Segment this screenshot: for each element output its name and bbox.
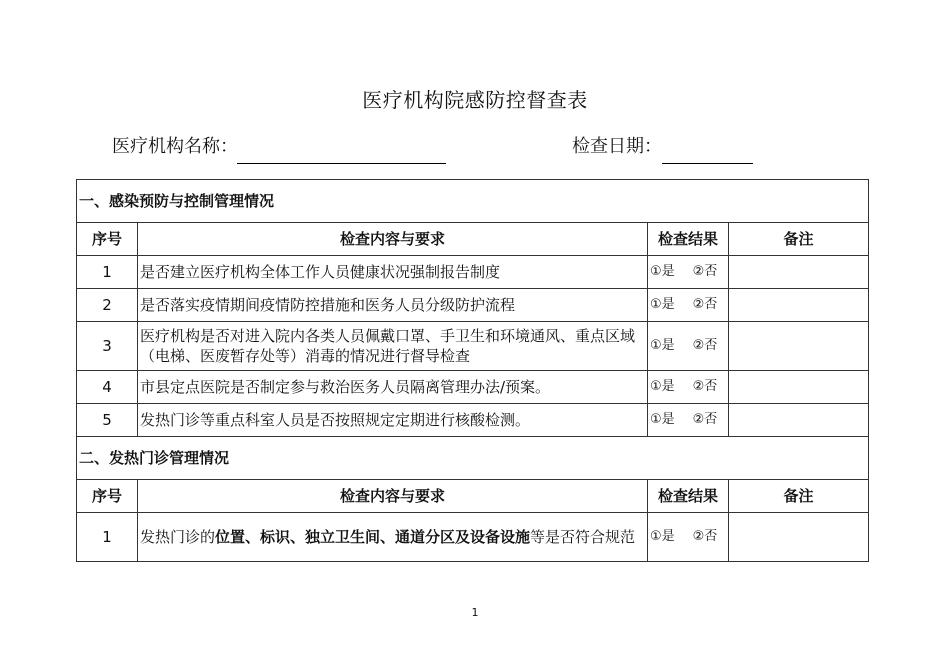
row-content-emphasis: 位置、标识、独立卫生间、通道分区及设备设施 [215, 528, 531, 546]
section-header [77, 180, 869, 223]
row-content-part: 等是否符合规范 [530, 528, 636, 546]
option-no[interactable]: ②否 [692, 379, 718, 394]
check-date-label: 检查日期： [572, 136, 662, 157]
table-row [77, 289, 869, 322]
option-yes[interactable]: ①是 [650, 412, 675, 427]
option-yes[interactable]: ①是 [650, 529, 675, 544]
row-number: 1 [77, 513, 138, 562]
option-no[interactable]: ②否 [692, 338, 718, 353]
column-header-row [77, 223, 869, 256]
option-yes[interactable]: ①是 [650, 379, 675, 394]
section-title: 二、发热门诊管理情况 [77, 437, 869, 480]
row-content: 医疗机构是否对进入院内各类人员佩戴口罩、手卫生和环境通风、重点区域（电梯、医废暂存处等）消毒的情况进行督导检查 [138, 322, 648, 371]
document-title: 医疗机构院感防控督查表 [362, 88, 588, 112]
table-row [77, 322, 869, 371]
option-yes[interactable]: ①是 [650, 297, 675, 312]
result-options[interactable] [648, 256, 729, 289]
col-header-result: 检查结果 [648, 223, 729, 256]
col-header-note: 备注 [729, 223, 869, 256]
row-number: 2 [77, 289, 138, 322]
option-yes[interactable]: ①是 [650, 264, 675, 279]
table-row [77, 371, 869, 404]
row-number: 3 [77, 322, 138, 371]
result-options[interactable] [648, 513, 729, 562]
table-row [77, 513, 869, 562]
col-header-content: 检查内容与要求 [138, 480, 648, 513]
note-cell[interactable] [729, 513, 869, 562]
row-content [138, 513, 648, 562]
org-name-label: 医疗机构名称： [112, 136, 238, 157]
row-content: 是否建立医疗机构全体工作人员健康状况强制报告制度 [138, 256, 648, 289]
page-number: 1 [471, 606, 479, 619]
option-no[interactable]: ②否 [692, 412, 718, 427]
table-row [77, 404, 869, 437]
result-options[interactable] [648, 371, 729, 404]
row-number: 5 [77, 404, 138, 437]
col-header-result: 检查结果 [648, 480, 729, 513]
note-cell[interactable] [729, 256, 869, 289]
section-header [77, 437, 869, 480]
row-number: 4 [77, 371, 138, 404]
note-cell[interactable] [729, 371, 869, 404]
inspection-table [76, 179, 869, 562]
note-cell[interactable] [729, 404, 869, 437]
col-header-no: 序号 [77, 223, 138, 256]
col-header-no: 序号 [77, 480, 138, 513]
row-content: 是否落实疫情期间疫情防控措施和医务人员分级防护流程 [138, 289, 648, 322]
row-content: 发热门诊等重点科室人员是否按照规定定期进行核酸检测。 [138, 404, 648, 437]
option-yes[interactable]: ①是 [650, 338, 675, 353]
note-cell[interactable] [729, 289, 869, 322]
table-row [77, 256, 869, 289]
column-header-row [77, 480, 869, 513]
row-content-part: 发热门诊的 [140, 528, 216, 546]
result-options[interactable] [648, 322, 729, 371]
row-content: 市县定点医院是否制定参与救治医务人员隔离管理办法/预案。 [138, 371, 648, 404]
section-title: 一、感染预防与控制管理情况 [77, 180, 869, 223]
col-header-content: 检查内容与要求 [138, 223, 648, 256]
note-cell[interactable] [729, 322, 869, 371]
check-date-input-line[interactable] [662, 163, 753, 164]
result-options[interactable] [648, 404, 729, 437]
option-no[interactable]: ②否 [692, 529, 718, 544]
org-name-input-line[interactable] [237, 163, 446, 164]
option-no[interactable]: ②否 [692, 297, 718, 312]
option-no[interactable]: ②否 [692, 264, 718, 279]
col-header-note: 备注 [729, 480, 869, 513]
result-options[interactable] [648, 289, 729, 322]
row-number: 1 [77, 256, 138, 289]
